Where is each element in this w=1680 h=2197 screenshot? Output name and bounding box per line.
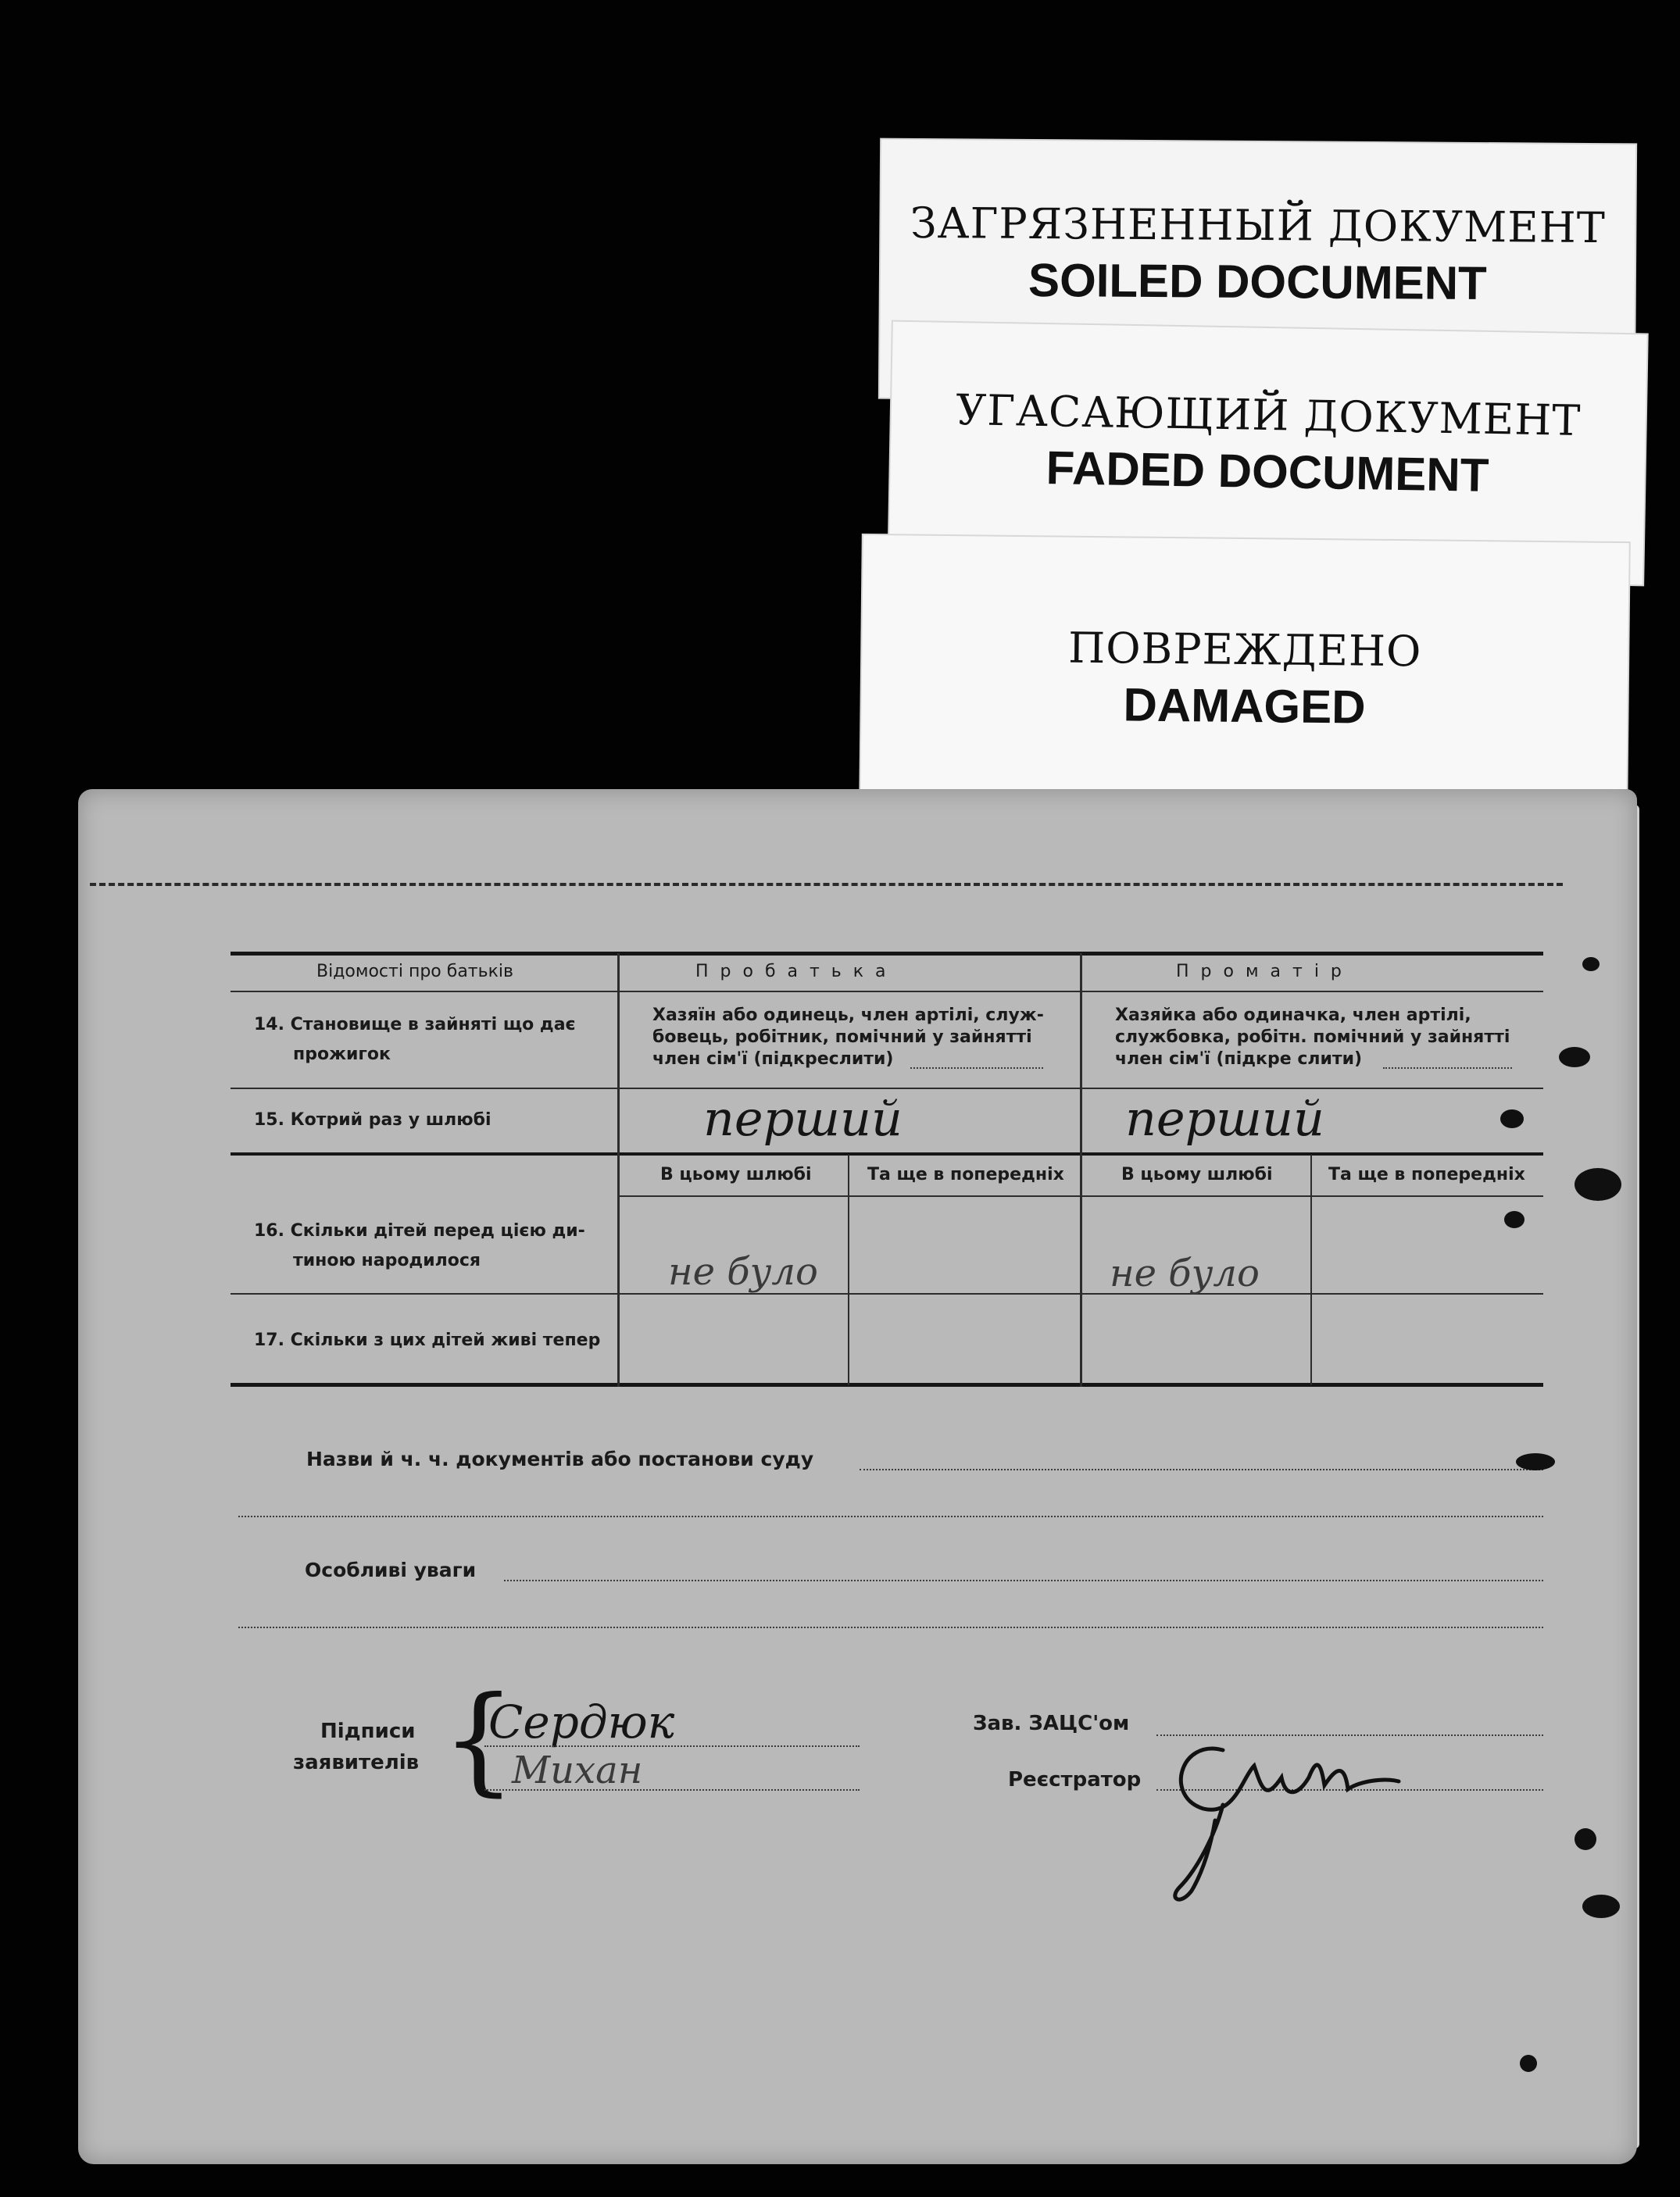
subhead-father-this: В цьому шлюбі [660,1165,812,1184]
damaged-label-en: DAMAGED [1123,678,1366,734]
notes-dots [504,1580,1543,1581]
applicant-signature-2: Михан [512,1749,643,1792]
registrar-label: Реєстратор [1008,1768,1142,1792]
damaged-label-ru: ПОВРЕЖДЕНО [1067,623,1422,677]
row14-father-line3: член сім'ї (підкреслити) [652,1049,894,1069]
subhead-mother-this: В цьому шлюбі [1121,1165,1273,1184]
cut-line [90,883,1563,886]
damage-speck [1575,1168,1621,1201]
row16-father-value: не було [668,1250,818,1294]
row14-mother-dots [1383,1067,1512,1069]
col-rule-1 [617,953,620,1387]
table-top-rule [231,952,1543,956]
row16-label-cont: тиною народилося [293,1251,481,1270]
registrar-signature [1149,1703,1407,1906]
faded-label-en: FADED DOCUMENT [1046,441,1489,502]
header-rule [231,991,1543,992]
damaged-document-label [860,535,1629,809]
row15-mother-value: перший [1125,1090,1324,1147]
header-father: П р о б а т ь к а [695,962,889,981]
row14-mother-line2: службовка, робітн. помічний у зайнятті [1115,1027,1510,1047]
row14-label: 14. Становище в зайняті що дає [254,1015,576,1034]
applicants-label-cont: заявителів [293,1751,420,1774]
damage-speck [1520,2055,1537,2072]
damage-speck [1559,1047,1590,1067]
row15-rule [231,1152,1543,1156]
applicant-dots-2 [484,1789,860,1791]
subhead-mother-previous: Та ще в попередніх [1328,1165,1525,1184]
soiled-label-en: SOILED DOCUMENT [1028,253,1487,310]
row14-label-cont: прожигок [293,1045,391,1064]
row16-rule [231,1293,1543,1295]
col-rule-3 [848,1155,849,1385]
table-bottom-rule [231,1383,1543,1387]
documents-dots-2 [238,1516,1543,1517]
damage-speck [1504,1211,1525,1228]
applicant-dots-1 [484,1745,860,1747]
soiled-label-ru: ЗАГРЯЗНЕННЫЙ ДОКУМЕНТ [910,198,1607,253]
row17-label: 17. Скільки з цих дітей живі тепер [254,1331,601,1350]
damage-speck [1575,1828,1596,1850]
header-parents-info: Відомості про батьків [316,962,513,981]
col-rule-4 [1310,1155,1312,1385]
header-mother: П р о м а т і р [1176,962,1345,981]
row14-mother-line3: член сім'ї (підкре слити) [1115,1049,1363,1069]
row14-mother-line1: Хазяйка або одиначка, член артілі, [1115,1006,1471,1025]
col-rule-2 [1080,953,1082,1387]
damage-speck [1500,1109,1524,1128]
notes-label: Особливі уваги [305,1559,477,1581]
applicant-signature-1: Сердюк [488,1695,675,1749]
row14-father-line2: бовець, робітник, помічний у зайнятті [652,1027,1032,1047]
row15-label: 15. Котрий раз у шлюбі [254,1110,491,1130]
form-sheet [78,789,1637,2164]
row14-father-line1: Хазяїн або одинець, член артілі, служ- [652,1006,1044,1025]
documents-dots [860,1469,1543,1470]
row14-rule [231,1088,1543,1089]
row16-mother-value: не було [1110,1252,1260,1295]
documents-label: Назви й ч. ч. документів або постанови суду [306,1448,814,1470]
row14-father-dots [910,1067,1043,1069]
head-of-registry-label: Зав. ЗАЦС'ом [973,1712,1130,1735]
subhead-father-previous: Та ще в попередніх [867,1165,1064,1184]
applicants-label: Підписи [320,1720,416,1743]
damage-speck [1582,1895,1620,1918]
damage-speck [1582,957,1600,971]
damage-speck [1516,1453,1555,1470]
row16-label: 16. Скільки дітей перед цією ди- [254,1221,585,1241]
signature-brace: { [441,1672,517,1808]
notes-dots-2 [238,1627,1543,1628]
row15-father-value: перший [703,1090,903,1147]
faded-label-ru: УГАСАЮЩИЙ ДОКУМЕНТ [955,385,1582,445]
